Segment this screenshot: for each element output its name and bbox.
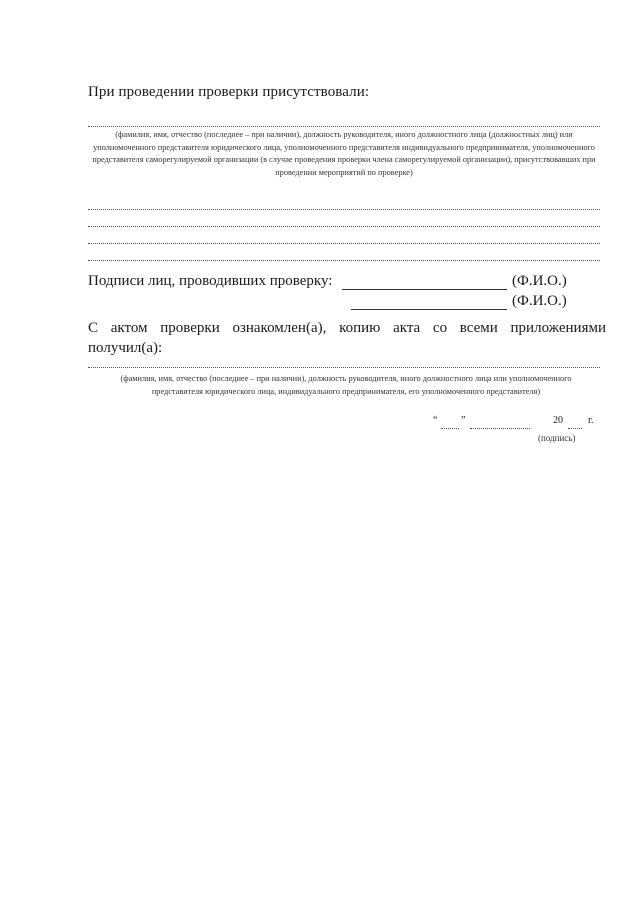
date-month-line: [470, 428, 530, 429]
acquainted-line-2: получил(а):: [88, 340, 163, 356]
date-year: 20: [553, 415, 563, 426]
date-day-line: [441, 428, 459, 429]
present-name-line: [88, 126, 600, 127]
signature-line-1: [342, 289, 507, 290]
present-line-2: [88, 226, 600, 227]
acquainted-note: (фамилия, имя, отчество (последнее – при наличии), должность руководителя, иного должностного лица или уполномоченного представителя юридического лица, индивидуального предпринимателя, его уполномоченного представителя): [120, 374, 572, 396]
signatures-label: Подписи лиц, проводивших проверку:: [88, 273, 333, 289]
date-open-quote: “: [433, 415, 438, 426]
date-close-quote: ”: [461, 415, 466, 426]
date-year-line: [568, 428, 582, 429]
acquainted-name-line: [88, 367, 600, 368]
present-line-3: [88, 243, 600, 244]
signature-caption: (подпись): [538, 433, 576, 443]
fio-2: (Ф.И.О.): [512, 293, 567, 309]
acquainted-line-1: С актом проверки ознакомлен(а), копию акта со всеми приложениями: [88, 320, 606, 336]
fio-1: (Ф.И.О.): [512, 273, 567, 289]
signature-line-2: [351, 309, 507, 310]
present-line-1: [88, 209, 600, 210]
present-note: (фамилия, имя, отчество (последнее – при наличии), должность руководителя, иного должностного лица (должностных лиц) или уполномоченного представителя юридического лица, уполномоченного представителя индивидуального предпринимателя, уполномоченного представителя саморегулируемой организации (в случае проведения проверки члена саморегулируемой организации), присутствовавших при проведении мероприятий по проверке): [92, 130, 596, 177]
date-suffix: г.: [588, 415, 594, 426]
present-line-4: [88, 260, 600, 261]
present-heading: При проведении проверки присутствовали:: [88, 84, 370, 100]
